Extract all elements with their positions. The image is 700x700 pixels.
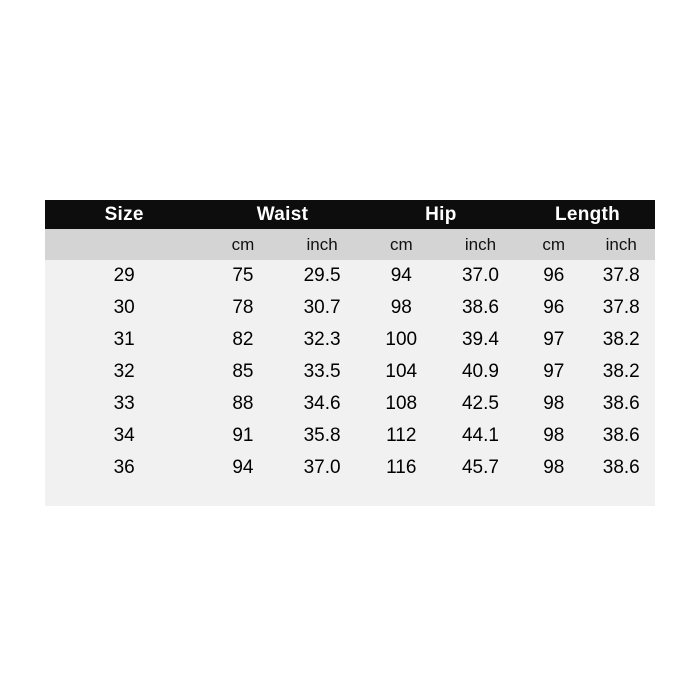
cell-size: 34	[45, 420, 203, 452]
table-row	[45, 388, 655, 420]
cell-waist-inch: 29.5	[283, 260, 362, 292]
unit-hip-cm: cm	[389, 235, 413, 254]
cell-hip-cm: 116	[362, 452, 441, 484]
padding-cell	[45, 484, 655, 506]
cell-waist-inch: 37.0	[283, 452, 362, 484]
table-bottom-padding	[45, 484, 655, 506]
cell-waist-inch: 33.5	[283, 356, 362, 388]
cell-waist-inch: 34.6	[283, 388, 362, 420]
cell-waist-cm: 91	[203, 420, 282, 452]
cell-waist-cm: 94	[203, 452, 282, 484]
cell-length-inch: 37.8	[588, 260, 656, 292]
cell-length-cm: 97	[520, 356, 587, 388]
cell-length-inch: 38.2	[588, 356, 656, 388]
cell-size: 30	[45, 292, 203, 324]
cell-hip-inch: 38.6	[441, 292, 520, 324]
cell-length-inch: 38.6	[588, 452, 656, 484]
cell-hip-cm: 108	[362, 388, 441, 420]
cell-size: 31	[45, 324, 203, 356]
unit-waist-inch: inch	[306, 235, 338, 254]
cell-length-cm: 98	[520, 420, 587, 452]
cell-size: 36	[45, 452, 203, 484]
table-unit-row	[45, 229, 655, 260]
header-length: Length	[554, 204, 621, 225]
cell-length-cm: 96	[520, 260, 587, 292]
unit-size-blank	[45, 229, 203, 260]
unit-length-cm: cm	[542, 235, 566, 254]
table-row	[45, 292, 655, 324]
cell-hip-inch: 40.9	[441, 356, 520, 388]
cell-length-cm: 97	[520, 324, 587, 356]
cell-hip-cm: 100	[362, 324, 441, 356]
table-row	[45, 452, 655, 484]
cell-length-inch: 38.2	[588, 324, 656, 356]
table-row	[45, 260, 655, 292]
cell-hip-inch: 42.5	[441, 388, 520, 420]
cell-waist-cm: 78	[203, 292, 282, 324]
cell-waist-inch: 35.8	[283, 420, 362, 452]
table-row	[45, 324, 655, 356]
cell-size: 32	[45, 356, 203, 388]
cell-waist-cm: 85	[203, 356, 282, 388]
cell-length-cm: 96	[520, 292, 587, 324]
cell-hip-cm: 94	[362, 260, 441, 292]
cell-waist-inch: 32.3	[283, 324, 362, 356]
cell-size: 33	[45, 388, 203, 420]
unit-waist-cm: cm	[231, 235, 255, 254]
size-chart-table	[45, 200, 655, 506]
cell-hip-inch: 44.1	[441, 420, 520, 452]
header-size: Size	[104, 204, 144, 225]
table-row	[45, 420, 655, 452]
cell-size: 29	[45, 260, 203, 292]
cell-length-inch: 37.8	[588, 292, 656, 324]
header-waist: Waist	[256, 204, 309, 225]
cell-length-inch: 38.6	[588, 420, 656, 452]
header-hip: Hip	[425, 204, 457, 225]
cell-length-inch: 38.6	[588, 388, 656, 420]
cell-length-cm: 98	[520, 452, 587, 484]
cell-hip-inch: 37.0	[441, 260, 520, 292]
cell-hip-inch: 45.7	[441, 452, 520, 484]
cell-hip-cm: 104	[362, 356, 441, 388]
cell-length-cm: 98	[520, 388, 587, 420]
cell-hip-cm: 112	[362, 420, 441, 452]
table-row	[45, 356, 655, 388]
cell-waist-cm: 88	[203, 388, 282, 420]
cell-waist-cm: 75	[203, 260, 282, 292]
cell-hip-inch: 39.4	[441, 324, 520, 356]
cell-waist-inch: 30.7	[283, 292, 362, 324]
unit-length-inch: inch	[605, 235, 637, 254]
unit-hip-inch: inch	[464, 235, 497, 254]
table-header-row	[45, 200, 655, 229]
cell-hip-cm: 98	[362, 292, 441, 324]
cell-waist-cm: 82	[203, 324, 282, 356]
